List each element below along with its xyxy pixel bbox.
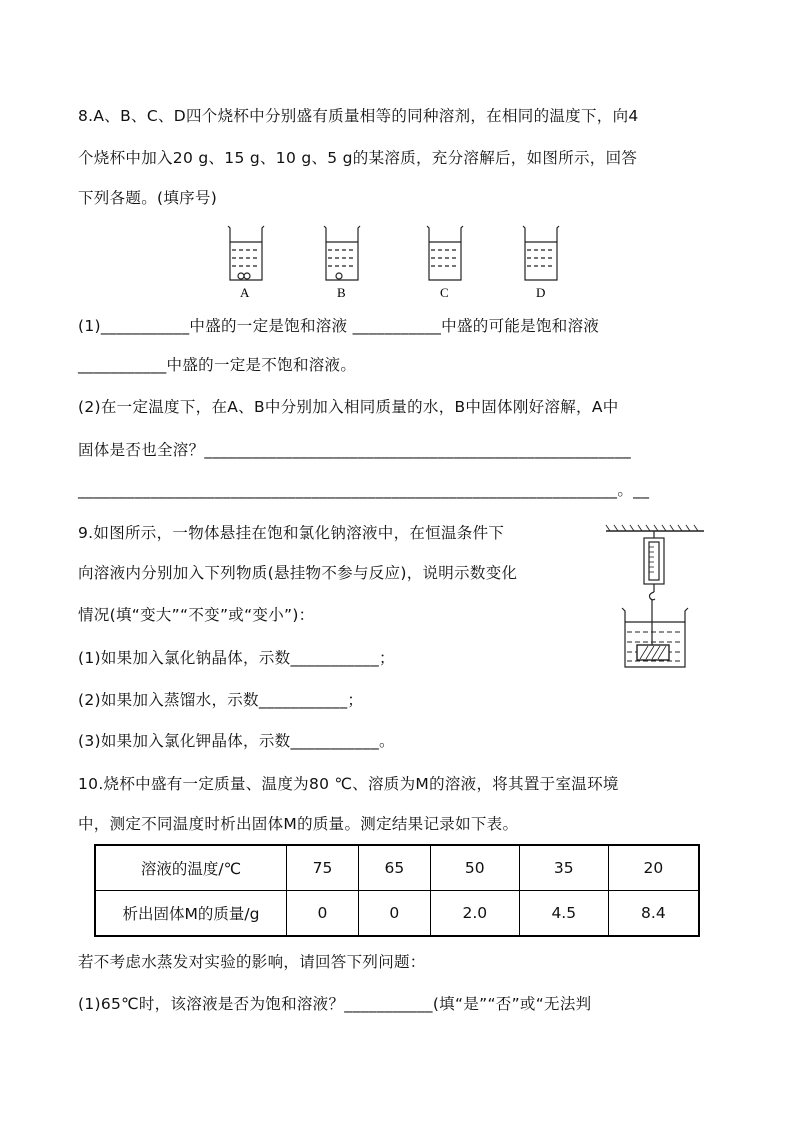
- beaker-a: [228, 226, 264, 280]
- beaker-label-b: B: [337, 285, 346, 300]
- table-header-temperature: 溶液的温度/℃: [95, 845, 287, 891]
- table-cell: 20: [608, 845, 699, 891]
- table-cell: 75: [287, 845, 359, 891]
- temperature-mass-table: [94, 844, 700, 937]
- q8-line-3: 下列各题。(填序号): [78, 189, 218, 207]
- q8-sub1-line-1: (1)___________中盛的一定是饱和溶液 ___________中盛的可能是饱和溶液: [78, 317, 600, 335]
- table-cell: 2.0: [430, 891, 519, 937]
- q8-line-1: 8.A、B、C、D四个烧杯中分别盛有质量相等的同种溶剂，在相同的温度下，向4: [78, 107, 639, 125]
- table-row: [95, 845, 699, 891]
- q8-sub2-line-1: (2)在一定温度下，在A、B中分别加入相同质量的水，B中固体刚好溶解，A中: [78, 398, 619, 416]
- q8-sub2-line-3: ___________________________________________________________________。__: [78, 481, 650, 499]
- q9-line-2: 向溶液内分别加入下列物质(悬挂物不参与反应)，说明示数变化: [78, 564, 518, 582]
- q8-sub2-line-2: 固体是否也全溶？_____________________________________________________: [78, 441, 632, 459]
- q9-sub-2: (2)如果加入蒸馏水，示数___________；: [78, 691, 364, 709]
- beaker-c: [427, 226, 463, 280]
- q10-sub-1: (1)65℃时，该溶液是否为饱和溶液？___________(填“是”“否”或“无法判: [78, 995, 592, 1013]
- q10-line-1: 10.烧杯中盛有一定质量、温度为80 ℃、溶质为M的溶液，将其置于室温环境: [78, 775, 619, 793]
- beaker-d: [523, 226, 559, 280]
- q10-line-3: 若不考虑水蒸发对实验的影响，请回答下列问题：: [78, 953, 426, 971]
- table-cell: 4.5: [519, 891, 608, 937]
- q10-line-2: 中，测定不同温度时析出固体M的质量。测定结果记录如下表。: [78, 815, 519, 833]
- table-cell: 65: [358, 845, 430, 891]
- table-cell: 0: [358, 891, 430, 937]
- q9-sub-3: (3)如果加入氯化钾晶体，示数___________。: [78, 732, 395, 750]
- beaker-label-d: D: [536, 285, 546, 300]
- beaker-label-a: A: [240, 285, 250, 300]
- spring-scale-figure: [604, 522, 714, 674]
- beaker-b: [324, 226, 360, 280]
- q8-sub1-line-2: ___________中盛的一定是不饱和溶液。: [78, 356, 357, 374]
- q9-line-1: 9.如图所示，一物体悬挂在饱和氯化钠溶液中，在恒温条件下: [78, 524, 505, 542]
- table-cell: 8.4: [608, 891, 699, 937]
- q8-line-2: 个烧杯中加入20 g、15 g、10 g、5 g的某溶质，充分溶解后，如图所示，回答: [78, 149, 638, 167]
- beaker-label-c: C: [440, 285, 449, 300]
- beakers-figure: [222, 224, 572, 302]
- table-header-mass: 析出固体M的质量/g: [95, 891, 287, 937]
- q9-line-3: 情况(填“变大”“不变”或“变小”)：: [78, 606, 315, 624]
- table-cell: 0: [287, 891, 359, 937]
- table-row: [95, 891, 699, 937]
- table-cell: 35: [519, 845, 608, 891]
- table-cell: 50: [430, 845, 519, 891]
- q9-sub-1: (1)如果加入氯化钠晶体，示数___________；: [78, 649, 395, 667]
